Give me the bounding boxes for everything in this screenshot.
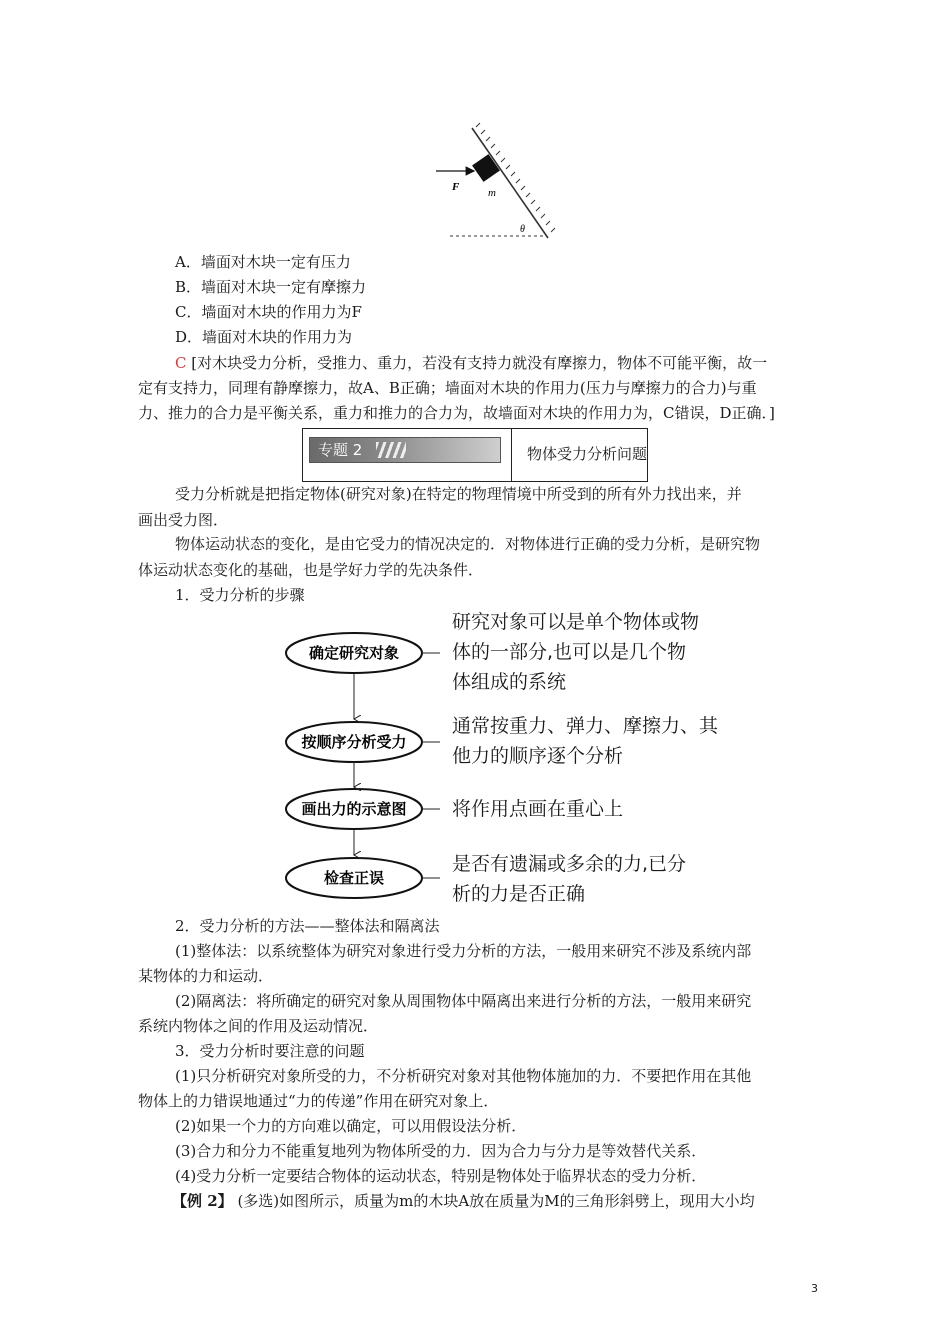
notes-heading: 3．受力分析时要注意的问题 <box>175 1042 365 1060</box>
example-line <box>172 1190 755 1212</box>
notes-line-3: (2)如果一个力的方向难以确定，可以用假设法分析． <box>175 1117 527 1135</box>
angle-label: θ <box>520 224 525 235</box>
intro-line-3: 物体运动状态的变化，是由它受力的情况决定的．对物体进行正确的受力分析，是研究物 <box>175 535 761 553</box>
topic-tag-text: 专题 2 <box>318 441 363 459</box>
incline-figure <box>430 122 560 244</box>
topic-title: 物体受力分析问题 <box>527 445 648 463</box>
flow-node-4: 检查正误 <box>323 869 385 887</box>
example-label: 【例 2】 <box>172 1192 233 1210</box>
flow-note-4-line-1: 是否有遗漏或多余的力,已分 <box>452 853 687 875</box>
notes-line-4: (3)合力和分力不能重复地列为物体所受的力．因为合力与分力是等效替代关系． <box>175 1142 707 1160</box>
step-heading: 1．受力分析的步骤 <box>175 586 305 604</box>
flow-note-1-line-3: 体组成的系统 <box>452 671 567 693</box>
method-line-4: 系统内物体之间的作用及运动情况． <box>138 1017 379 1035</box>
answer-line-3: 力、推力的合力是平衡关系，重力和推力的合力为，故墙面对木块的作用力为，C错误，D正确．] <box>138 404 775 422</box>
notes-line-2: 物体上的力错误地通过“力的传递”作用在研究对象上． <box>138 1092 499 1110</box>
option-c: C．墙面对木块的作用力为F <box>175 303 362 321</box>
wooden-block <box>472 154 500 182</box>
method-heading: 2．受力分析的方法——整体法和隔离法 <box>175 917 440 935</box>
option-a: A．墙面对木块一定有压力 <box>175 253 351 271</box>
flow-note-2-line-2: 他力的顺序逐个分析 <box>452 745 624 767</box>
method-line-1: (1)整体法：以系统整体为研究对象进行受力分析的方法，一般用来研究不涉及系统内部 <box>175 942 752 960</box>
method-line-2: 某物体的力和运动． <box>138 967 274 985</box>
flow-note-2-line-1: 通常按重力、弹力、摩擦力、其 <box>452 715 719 737</box>
topic-divider <box>511 429 512 481</box>
answer-text-1: [对木块受力分析，受推力、重力，若没有支持力就没有摩擦力，物体不可能平衡，故一 <box>191 354 768 372</box>
topic-box <box>302 428 648 482</box>
notes-line-1: (1)只分析研究对象所受的力，不分析研究对象对其他物体施加的力．不要把作用在其他 <box>175 1067 752 1085</box>
mass-label: m <box>488 187 496 199</box>
flow-node-3: 画出力的示意图 <box>301 800 407 818</box>
notes-line-5: (4)受力分析一定要结合物体的运动状态，特别是物体处于临界状态的受力分析． <box>175 1167 707 1185</box>
flow-node-2: 按顺序分析受力 <box>301 733 407 751</box>
force-label: F <box>452 181 460 193</box>
intro-line-4: 体运动状态变化的基础，也是学好力学的先决条件． <box>138 561 484 579</box>
intro-line-2: 画出受力图． <box>138 511 229 529</box>
option-b: B．墙面对木块一定有摩擦力 <box>175 278 367 296</box>
option-d: D．墙面对木块的作用力为 <box>175 328 353 346</box>
answer-line-1 <box>175 352 767 374</box>
intro-line-1: 受力分析就是把指定物体(研究对象)在特定的物理情境中所受到的所有外力找出来，并 <box>175 485 742 503</box>
example-text: (多选)如图所示，质量为m的木块A放在质量为M的三角形斜劈上，现用大小均 <box>237 1192 755 1210</box>
page-number: 3 <box>811 1282 818 1295</box>
method-line-3: (2)隔离法：将所确定的研究对象从周围物体中隔离出来进行分析的方法，一般用来研究 <box>175 992 752 1010</box>
flow-note-1-line-1: 研究对象可以是单个物体或物 <box>452 611 700 633</box>
flowchart <box>280 605 440 905</box>
flow-note-4-line-2: 析的力是否正确 <box>452 883 586 905</box>
answer-line-2: 定有支持力，同理有静摩擦力，故A、B正确；墙面对木块的作用力(压力与摩擦力的合力)与重 <box>138 379 757 397</box>
topic-tag <box>309 437 501 463</box>
topic-tag-stripes <box>376 442 406 458</box>
answer-letter: C <box>175 354 187 372</box>
flow-note-1-line-2: 体的一部分,也可以是几个物 <box>452 641 687 663</box>
flow-node-1: 确定研究对象 <box>308 644 400 662</box>
flow-note-3-line-1: 将作用点画在重心上 <box>452 798 624 820</box>
